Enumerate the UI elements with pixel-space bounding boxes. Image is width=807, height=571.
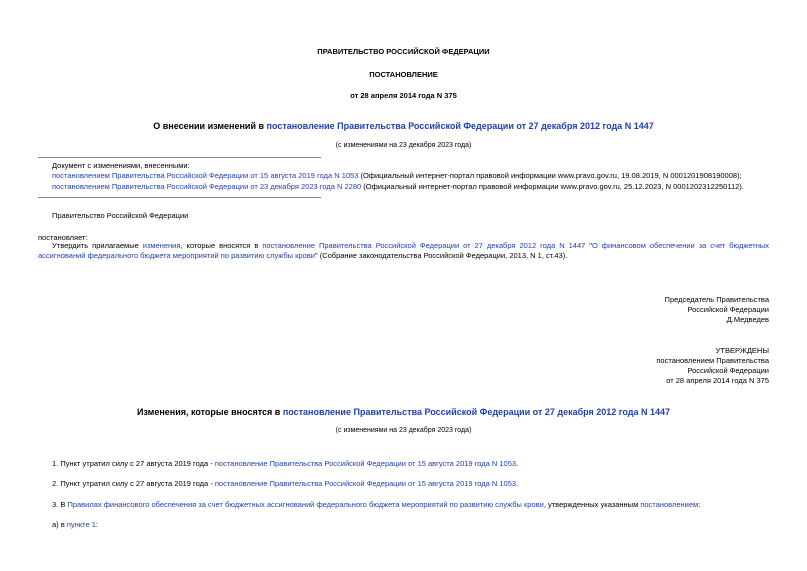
subitem-a [52, 520, 98, 529]
document-title [0, 121, 807, 131]
financing-title-link[interactable]: О финансовом обеспечении за счет бюджетных ассигнований федерального бюджета мероприятий по развитию службы крови [38, 241, 769, 260]
approved-date: от 28 апреля 2014 года N 375 [666, 376, 769, 385]
resolution-1447-link[interactable]: постановление Правительства Российской Федерации от 27 декабря 2012 года N 1447 [262, 241, 586, 250]
item-text: . [516, 479, 519, 488]
item-text: , утвержденных указанным [543, 500, 641, 509]
approved-country: Российской Федерации [687, 366, 769, 375]
approved-by: постановлением Правительства [656, 356, 769, 365]
item-text: 3. В [52, 500, 68, 509]
rules-link[interactable]: Правилах финансового обеспечения за счет бюджетных ассигнований федерального бюджета мероприятий по развитию службы крови [67, 500, 544, 509]
revision-note: (с изменениями на 23 декабря 2023 года) [335, 142, 472, 149]
paragraph-text: Утвердить прилагаемые [52, 241, 143, 250]
item-text: 2. Пункт утратил силу с 27 августа 2019 года - [52, 479, 215, 488]
amendment-link-2280[interactable]: постановлением Правительства Российской Федерации от 23 декабря 2023 года N 2280 [52, 182, 362, 191]
item-text: : [698, 500, 701, 509]
changes-title [0, 407, 807, 417]
amendment-link-1053[interactable]: постановлением Правительства Российской Федерации от 15 августа 2019 года N 1053 [52, 171, 359, 180]
paragraph-1-link[interactable]: пункте 1 [66, 520, 96, 529]
signature-position: Председатель Правительства [664, 295, 769, 304]
changes-revision-note: (с изменениями на 23 декабря 2023 года) [335, 427, 472, 434]
changes-label: Документ с изменениями, внесенными: [52, 161, 190, 170]
title-link[interactable]: постановление Правительства Российской Федерации от 27 декабря 2012 года N 1447 [266, 121, 654, 131]
paragraph-text: , которые вносятся в [180, 241, 263, 250]
item-1 [52, 459, 518, 468]
changes-link[interactable]: изменения [142, 241, 181, 250]
changes-title-prefix: Изменения, которые вносятся в [136, 407, 283, 417]
changes-title-link[interactable]: постановление Правительства Российской Федерации от 27 декабря 2012 года N 1447 [282, 407, 671, 417]
item-2-link[interactable]: постановление Правительства Российской Федерации от 15 августа 2019 года N 1053 [214, 479, 517, 488]
government-line: Правительство Российской Федерации [52, 211, 189, 220]
item-text: 1. Пункт утратил силу с 27 августа 2019 года - [52, 459, 215, 468]
divider-top [38, 157, 321, 158]
document-date: от 28 апреля 2014 года N 375 [350, 91, 457, 100]
resolution-link[interactable]: постановлением [640, 500, 699, 509]
paragraph-text: " [585, 241, 592, 250]
resolution-paragraph [38, 241, 769, 261]
paragraph-text: " (Собрание законодательства Российской Федерации, 2013, N 1, ст.43). [314, 251, 568, 260]
item-3 [52, 500, 700, 509]
decides-line: постановляет: [38, 233, 88, 242]
government-heading: ПРАВИТЕЛЬСТВО РОССИЙСКОЙ ФЕДЕРАЦИИ [317, 47, 490, 56]
signature-country: Российской Федерации [687, 305, 769, 314]
signature-name: Д.Медведев [726, 315, 769, 324]
item-text: . [516, 459, 519, 468]
amendment-source-2: (Официальный интернет-портал правовой информации www.pravo.gov.ru, 25.12.2023, N 0001202312250112). [361, 182, 744, 191]
approved-label: УТВЕРЖДЕНЫ [715, 346, 769, 355]
divider-bottom [38, 197, 321, 198]
document-type: ПОСТАНОВЛЕНИЕ [369, 70, 438, 79]
changes-line-2 [52, 182, 744, 191]
item-2 [52, 479, 518, 488]
item-text: : [95, 520, 99, 529]
title-prefix: О внесении изменений в [153, 121, 267, 131]
item-1-link[interactable]: постановление Правительства Российской Федерации от 15 августа 2019 года N 1053 [214, 459, 517, 468]
amendment-source-1: (Официальный интернет-портал правовой информации www.pravo.gov.ru, 19.08.2019, N 0001201908190008); [358, 171, 742, 180]
changes-line-1 [52, 171, 742, 180]
item-text: а) в [52, 520, 67, 529]
